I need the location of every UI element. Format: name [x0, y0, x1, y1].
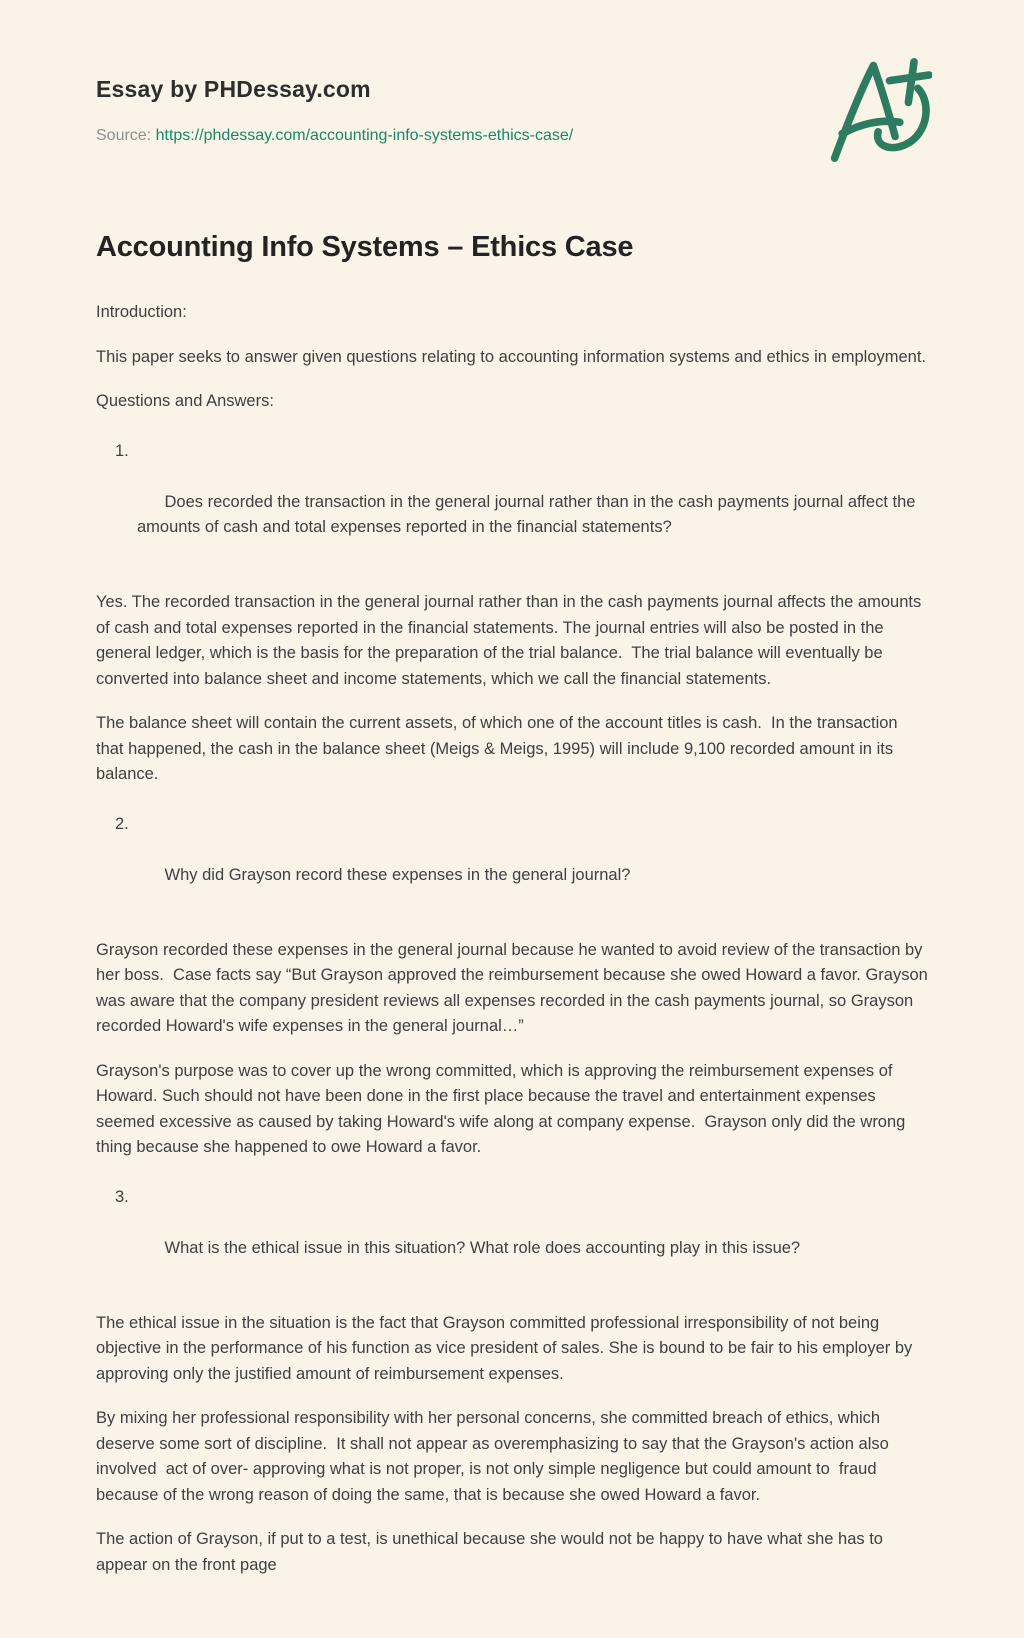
list-item-number: 1. — [115, 441, 129, 460]
list-item-text: What is the ethical issue in this situation? What role does accounting play in this issue? — [164, 1238, 801, 1257]
list-item-number: 2. — [115, 814, 129, 833]
essay-title: Accounting Info Systems – Ethics Case — [96, 231, 634, 263]
paragraph: Grayson's purpose was to cover up the wrong committed, which is approving the reimbursement expenses of Howard. Such should not have been done in the first place because the travel and entertainment expenses seemed excessive as caused by taking Howard's wife along at company expense. Grayson only did the wrong thing because she happened to owe Howard a favor. — [96, 1061, 910, 1156]
list-item-text: Does recorded the transaction in the general journal rather than in the cash payments journal affect the amounts of cash and total expenses reported in the financial statements? — [137, 492, 921, 536]
list-item-text: Why did Grayson record these expenses in the general journal? — [164, 865, 631, 884]
source-label: Source: — [96, 127, 152, 144]
paragraph: The ethical issue in the situation is the fact that Grayson committed professional irresponsibility of not being objective in the performance of his function as vice president of sales. She is bound to be fair to his employer by approving only the justified amount of reimbursement expenses. — [96, 1313, 917, 1383]
list-item — [96, 1185, 928, 1287]
site-title: Essay by PHDessay.com — [96, 76, 371, 102]
paragraph: The balance sheet will contain the current assets, of which one of the account titles is cash. In the transaction that happened, the cash in the balance sheet (Meigs & Meigs, 1995) will include 9,100 recorded amount in its balance. — [96, 714, 903, 783]
paragraph: Introduction: — [96, 303, 187, 321]
paragraph: Yes. The recorded transaction in the general journal rather than in the cash payments journal affects the amounts of cash and total expenses reported in the financial statements. The journal entries will also be posted in the general ledger, which is the basis for the preparation of the trial balance. The trial balance will eventually be converted into balance sheet and income statements, which we call the financial statements. — [96, 593, 926, 688]
paragraph: The action of Grayson, if put to a test, is unethical because she would not be happy to have what she has to appear on the front page — [96, 1530, 888, 1574]
essay-body — [96, 300, 933, 1578]
paragraph: By mixing her professional responsibility with her personal concerns, she committed breach of ethics, which deserve some sort of discipline. It shall not appear as overemphasizing to say that the Grayson's action also involved act of over- approving what is not proper, is not only simple negligence but could amount to fraud because of the wrong reason of doing the same, that is because she owed Howard a favor. — [96, 1409, 894, 1504]
source-url-link[interactable]: https://phdessay.com/accounting-info-systems-ethics-case/ — [155, 127, 574, 144]
list-item-number: 3. — [115, 1187, 129, 1206]
list-item — [96, 812, 928, 914]
paragraph: This paper seeks to answer given questions relating to accounting information systems and ethics in employment. — [96, 347, 927, 366]
paragraph: Grayson recorded these expenses in the general journal because he wanted to avoid review of the transaction by her boss. Case facts say “But Grayson approved the reimbursement because she owed Howard a favor. Grayson was aware that the company president reviews all expenses recorded in the cash payments journal, so Grayson recorded Howard's wife expenses in the general journal…” — [96, 940, 933, 1035]
paragraph: Questions and Answers: — [96, 392, 274, 410]
list-item — [96, 439, 928, 567]
source-line — [96, 127, 928, 145]
a-plus-logo-icon — [828, 52, 932, 168]
